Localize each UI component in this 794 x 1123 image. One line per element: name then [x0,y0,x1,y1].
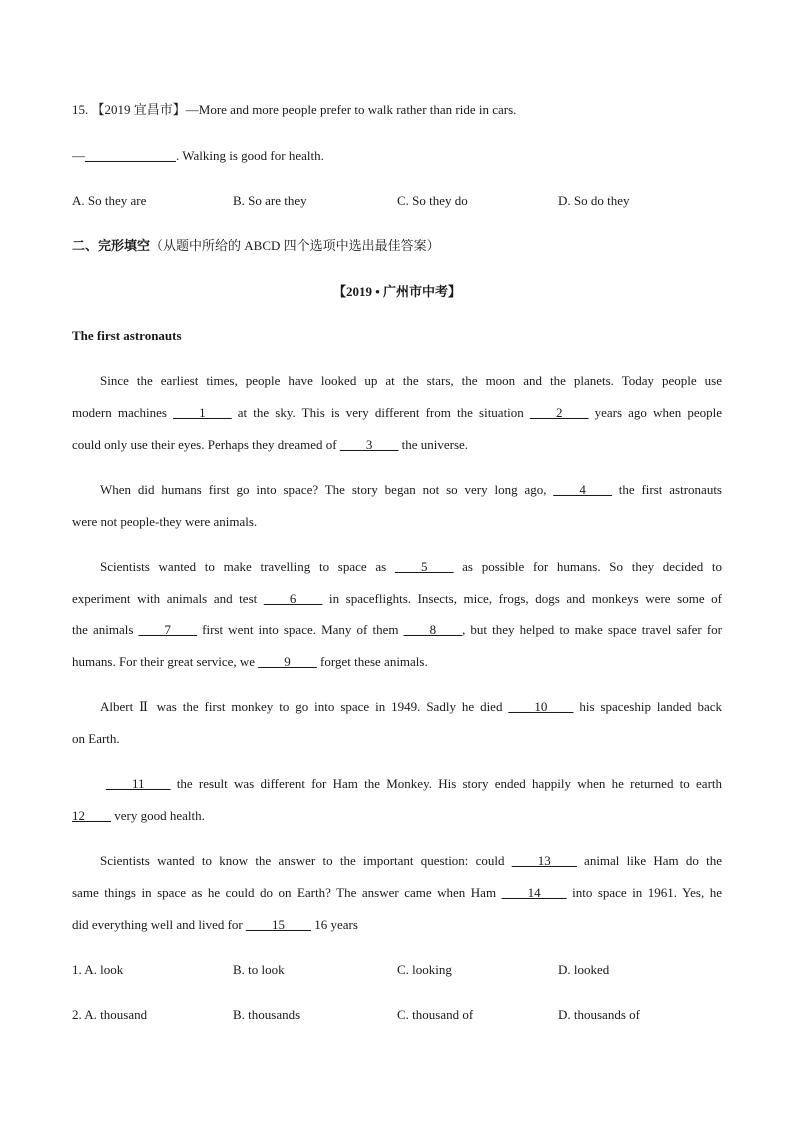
text-run: same things in space as he could do on Earth? The answer came when Ham [72,885,497,900]
choice-1-a: 1. A. look [72,962,124,977]
blank-10: ____10____ [508,699,574,714]
text-run: could only use their eyes. Perhaps they dreamed of [72,437,337,452]
p1-line3 [72,436,722,454]
blank-2: ____2____ [529,405,589,420]
p2-line2: were not people-they were animals. [72,514,258,529]
text-run: When did humans first go into space? The story began not so very long ago, [100,482,547,497]
passage-source: 【2019 • 广州市中考】 [332,284,462,299]
text-run: the universe. [401,437,469,452]
blank-3: ____3____ [339,437,399,452]
option-b: B. So are they [233,193,307,208]
question-source: 【2019 宜昌市】 [91,102,186,117]
text-run: the result was different for Ham the Monkey. His story ended happily when he returned to earth [176,776,723,791]
answer-blank: ______________ [85,148,176,163]
text-run: forget these animals. [320,654,428,669]
choice-2-a: 2. A. thousand [72,1007,148,1022]
text-run: animal like Ham do the [584,853,723,868]
blank-5: ____5____ [394,559,454,574]
p3-line2 [72,590,722,608]
blank-1: ____1____ [173,405,232,420]
blank-12: 12____ [72,808,111,823]
blank-4: ____4____ [553,482,612,497]
p5-line1 [106,775,722,793]
text-run: 16 years [314,917,358,932]
choice-2-d: D. thousands of [558,1007,640,1022]
question-15-line [72,101,722,119]
p3-line4 [72,653,722,671]
p2-line1 [100,481,722,499]
text-run: years ago when people [594,405,723,420]
p1-line1: Since the earliest times, people have looked up at the stars, the moon and the planets. Today people use [100,373,722,388]
text-run: Albert Ⅱ was the first monkey to go into space in 1949. Sadly he died [100,699,503,714]
question-number: 15. [72,102,89,117]
p3-line1 [100,558,722,576]
passage-title: The first astronauts [72,328,182,343]
blank-7: ____7____ [138,622,198,637]
choice-2-c: C. thousand of [397,1007,474,1022]
choice-1-d: D. looked [558,962,610,977]
blank-9: ____9____ [258,654,317,669]
p6-line1 [100,852,722,870]
p4-line1 [100,698,722,716]
choice-1-c: C. looking [397,962,452,977]
text-run: first went into space. Many of them [202,622,399,637]
text-run: the animals [72,622,134,637]
text-run: Scientists wanted to make travelling to space as [100,559,387,574]
question-text: —More and more people prefer to walk rather than ride in cars. [185,102,517,117]
text-run: his spaceship landed back [579,699,723,714]
blank-6: ____6____ [263,591,323,606]
option-a: A. So they are [72,193,147,208]
blank-13: ____13____ [511,853,577,868]
text-run: , but they helped to make space travel safer for [462,622,723,637]
text-run: humans. For their great service, we [72,654,256,669]
text-run: Scientists wanted to know the answer to the important question: could [100,853,505,868]
response-dash: — [72,148,85,163]
section-title: 二、完形填空 [72,238,151,253]
text-run: very good health. [114,808,205,823]
text-run: modern machines [72,405,167,420]
response-text: . Walking is good for health. [176,148,324,163]
p6-line2 [72,884,722,902]
text-run: at the sky. This is very different from the situation [237,405,524,420]
p5-line2 [72,807,722,825]
option-c: C. So they do [397,193,468,208]
p4-line2: on Earth. [72,731,120,746]
text-run: as possible for humans. So they decided to [462,559,723,574]
blank-15: ____15____ [246,917,312,932]
p1-line2 [72,404,722,422]
blank-14: ____14____ [501,885,567,900]
option-d: D. So do they [558,193,630,208]
section-heading [72,237,722,255]
text-run: experiment with animals and test [72,591,258,606]
blank-8: ____8____ [403,622,463,637]
question-15-response [72,147,722,165]
choice-1-b: B. to look [233,962,285,977]
text-run: in spaceflights. Insects, mice, frogs, dogs and monkeys were some of [328,591,723,606]
text-run: did everything well and lived for [72,917,243,932]
p6-line3 [72,916,722,934]
blank-11: ____11____ [106,776,171,791]
section-instruction: （从题中所给的 ABCD 四个选项中选出最佳答案） [150,238,440,253]
text-run: into space in 1961. Yes, he [572,885,723,900]
text-run: the first astronauts [618,482,722,497]
p3-line3 [72,621,722,639]
choice-2-b: B. thousands [233,1007,301,1022]
